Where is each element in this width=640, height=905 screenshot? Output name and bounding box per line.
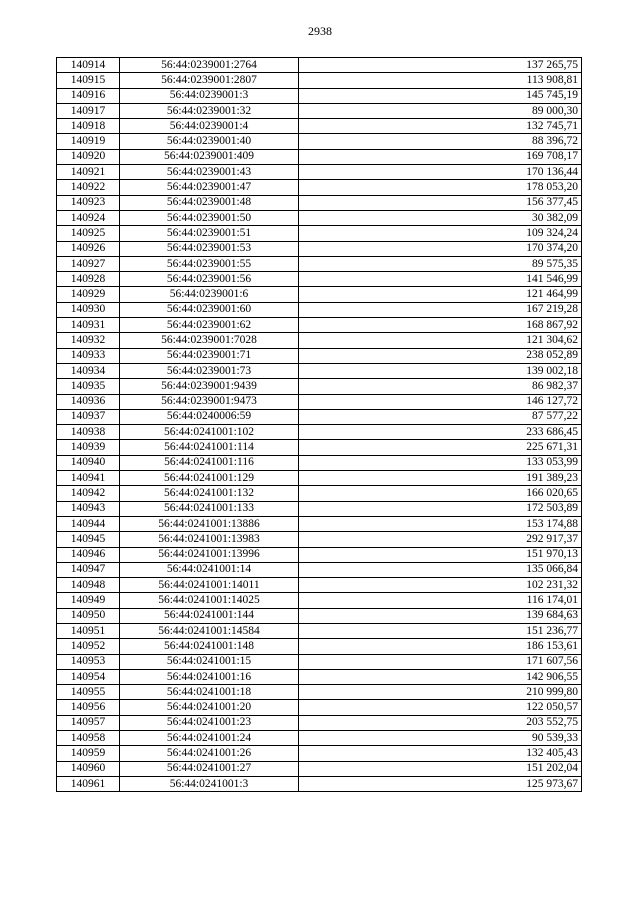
cadastral-number-cell: 56:44:0239001:9473 [120, 394, 299, 409]
row-number-cell: 140920 [57, 149, 120, 164]
cadastral-value-cell: 170 136,44 [299, 165, 582, 180]
cadastral-number-cell: 56:44:0239001:47 [120, 180, 299, 195]
cadastral-value-cell: 125 973,67 [299, 776, 582, 791]
table-row [57, 348, 582, 363]
table-row [57, 578, 582, 593]
cadastral-number-cell: 56:44:0241001:16 [120, 669, 299, 684]
table-row [57, 425, 582, 440]
cadastral-value-cell: 137 265,75 [299, 58, 582, 73]
cadastral-value-cell: 132 405,43 [299, 746, 582, 761]
table-row [57, 302, 582, 317]
cadastral-value-cell: 191 389,23 [299, 471, 582, 486]
cadastral-value-cell: 133 053,99 [299, 455, 582, 470]
row-number-cell: 140921 [57, 165, 120, 180]
row-number-cell: 140951 [57, 623, 120, 638]
cadastral-value-cell: 203 552,75 [299, 715, 582, 730]
cadastral-value-cell: 145 745,19 [299, 88, 582, 103]
table-row [57, 608, 582, 623]
row-number-cell: 140955 [57, 685, 120, 700]
cadastral-number-cell: 56:44:0239001:2764 [120, 58, 299, 73]
cadastral-number-cell: 56:44:0239001:62 [120, 318, 299, 333]
table-row [57, 226, 582, 241]
cadastral-number-cell: 56:44:0239001:3 [120, 88, 299, 103]
row-number-cell: 140923 [57, 195, 120, 210]
cadastral-value-cell: 121 464,99 [299, 287, 582, 302]
cadastral-value-cell: 186 153,61 [299, 639, 582, 654]
cadastral-number-cell: 56:44:0241001:13996 [120, 547, 299, 562]
row-number-cell: 140960 [57, 761, 120, 776]
cadastral-number-cell: 56:44:0239001:32 [120, 103, 299, 118]
row-number-cell: 140943 [57, 501, 120, 516]
cadastral-number-cell: 56:44:0241001:20 [120, 700, 299, 715]
cadastral-number-cell: 56:44:0241001:148 [120, 639, 299, 654]
cadastral-value-cell: 86 982,37 [299, 379, 582, 394]
table-body [57, 58, 582, 792]
row-number-cell: 140922 [57, 180, 120, 195]
table-row [57, 287, 582, 302]
table-row [57, 639, 582, 654]
row-number-cell: 140948 [57, 578, 120, 593]
cadastral-number-cell: 56:44:0241001:14025 [120, 593, 299, 608]
cadastral-value-cell: 139 684,63 [299, 608, 582, 623]
cadastral-number-cell: 56:44:0241001:14584 [120, 623, 299, 638]
table-row [57, 73, 582, 88]
table-row [57, 256, 582, 271]
cadastral-number-cell: 56:44:0241001:116 [120, 455, 299, 470]
cadastral-value-cell: 210 999,80 [299, 685, 582, 700]
table-row [57, 623, 582, 638]
row-number-cell: 140961 [57, 776, 120, 791]
cadastral-value-cell: 141 546,99 [299, 272, 582, 287]
row-number-cell: 140950 [57, 608, 120, 623]
cadastral-value-cell: 113 908,81 [299, 73, 582, 88]
table-row [57, 103, 582, 118]
cadastral-value-cell: 168 867,92 [299, 318, 582, 333]
cadastral-number-cell: 56:44:0239001:409 [120, 149, 299, 164]
cadastral-value-cell: 169 708,17 [299, 149, 582, 164]
table-row [57, 394, 582, 409]
table-row [57, 210, 582, 225]
row-number-cell: 140959 [57, 746, 120, 761]
row-number-cell: 140914 [57, 58, 120, 73]
table-row [57, 379, 582, 394]
cadastral-value-cell: 171 607,56 [299, 654, 582, 669]
cadastral-number-cell: 56:44:0241001:14011 [120, 578, 299, 593]
row-number-cell: 140927 [57, 256, 120, 271]
table-row [57, 241, 582, 256]
table-row [57, 562, 582, 577]
table-row [57, 746, 582, 761]
cadastral-value-cell: 135 066,84 [299, 562, 582, 577]
cadastral-value-cell: 88 396,72 [299, 134, 582, 149]
cadastral-value-cell: 151 970,13 [299, 547, 582, 562]
row-number-cell: 140940 [57, 455, 120, 470]
cadastral-value-cell: 153 174,88 [299, 516, 582, 531]
cadastral-number-cell: 56:44:0239001:9439 [120, 379, 299, 394]
row-number-cell: 140958 [57, 731, 120, 746]
table-row [57, 731, 582, 746]
table-row [57, 486, 582, 501]
cadastral-number-cell: 56:44:0241001:14 [120, 562, 299, 577]
cadastral-number-cell: 56:44:0239001:43 [120, 165, 299, 180]
cadastral-value-cell: 132 745,71 [299, 119, 582, 134]
row-number-cell: 140929 [57, 287, 120, 302]
cadastral-value-cell: 170 374,20 [299, 241, 582, 256]
table-row [57, 333, 582, 348]
cadastral-number-cell: 56:44:0241001:3 [120, 776, 299, 791]
table-row [57, 195, 582, 210]
row-number-cell: 140915 [57, 73, 120, 88]
row-number-cell: 140957 [57, 715, 120, 730]
cadastral-number-cell: 56:44:0239001:73 [120, 363, 299, 378]
row-number-cell: 140942 [57, 486, 120, 501]
cadastral-value-cell: 178 053,20 [299, 180, 582, 195]
cadastral-number-cell: 56:44:0239001:6 [120, 287, 299, 302]
cadastral-number-cell: 56:44:0241001:102 [120, 425, 299, 440]
table-row [57, 88, 582, 103]
cadastral-value-cell: 172 503,89 [299, 501, 582, 516]
cadastral-value-cell: 30 382,09 [299, 210, 582, 225]
cadastral-number-cell: 56:44:0239001:53 [120, 241, 299, 256]
cadastral-number-cell: 56:44:0241001:13886 [120, 516, 299, 531]
row-number-cell: 140939 [57, 440, 120, 455]
row-number-cell: 140936 [57, 394, 120, 409]
table-row [57, 654, 582, 669]
cadastral-value-cell: 139 002,18 [299, 363, 582, 378]
table-row [57, 134, 582, 149]
table-row [57, 761, 582, 776]
cadastral-value-table [56, 57, 582, 792]
table-row [57, 318, 582, 333]
table-row [57, 547, 582, 562]
table-row [57, 58, 582, 73]
table-row [57, 440, 582, 455]
cadastral-number-cell: 56:44:0241001:15 [120, 654, 299, 669]
cadastral-value-cell: 151 236,77 [299, 623, 582, 638]
cadastral-number-cell: 56:44:0240006:59 [120, 409, 299, 424]
cadastral-value-cell: 225 671,31 [299, 440, 582, 455]
cadastral-number-cell: 56:44:0241001:129 [120, 471, 299, 486]
row-number-cell: 140932 [57, 333, 120, 348]
row-number-cell: 140953 [57, 654, 120, 669]
cadastral-number-cell: 56:44:0239001:48 [120, 195, 299, 210]
row-number-cell: 140934 [57, 363, 120, 378]
page-number: 2938 [308, 24, 332, 38]
row-number-cell: 140941 [57, 471, 120, 486]
cadastral-value-cell: 89 575,35 [299, 256, 582, 271]
row-number-cell: 140924 [57, 210, 120, 225]
table-row [57, 471, 582, 486]
table-row [57, 149, 582, 164]
row-number-cell: 140956 [57, 700, 120, 715]
cadastral-value-cell: 146 127,72 [299, 394, 582, 409]
row-number-cell: 140952 [57, 639, 120, 654]
table-row [57, 501, 582, 516]
table-row [57, 363, 582, 378]
table-row [57, 593, 582, 608]
cadastral-number-cell: 56:44:0241001:114 [120, 440, 299, 455]
row-number-cell: 140928 [57, 272, 120, 287]
cadastral-number-cell: 56:44:0241001:24 [120, 731, 299, 746]
row-number-cell: 140945 [57, 532, 120, 547]
row-number-cell: 140917 [57, 103, 120, 118]
table-row [57, 700, 582, 715]
row-number-cell: 140918 [57, 119, 120, 134]
cadastral-number-cell: 56:44:0239001:50 [120, 210, 299, 225]
cadastral-value-cell: 151 202,04 [299, 761, 582, 776]
table-row [57, 119, 582, 134]
cadastral-number-cell: 56:44:0239001:71 [120, 348, 299, 363]
cadastral-number-cell: 56:44:0239001:4 [120, 119, 299, 134]
cadastral-number-cell: 56:44:0239001:7028 [120, 333, 299, 348]
cadastral-number-cell: 56:44:0239001:60 [120, 302, 299, 317]
row-number-cell: 140937 [57, 409, 120, 424]
table-row [57, 165, 582, 180]
table-row [57, 180, 582, 195]
cadastral-number-cell: 56:44:0241001:13983 [120, 532, 299, 547]
row-number-cell: 140930 [57, 302, 120, 317]
row-number-cell: 140919 [57, 134, 120, 149]
table-row [57, 532, 582, 547]
row-number-cell: 140925 [57, 226, 120, 241]
cadastral-number-cell: 56:44:0239001:2807 [120, 73, 299, 88]
cadastral-value-cell: 121 304,62 [299, 333, 582, 348]
cadastral-number-cell: 56:44:0239001:40 [120, 134, 299, 149]
table-row [57, 669, 582, 684]
cadastral-number-cell: 56:44:0241001:133 [120, 501, 299, 516]
cadastral-number-cell: 56:44:0241001:27 [120, 761, 299, 776]
cadastral-value-cell: 142 906,55 [299, 669, 582, 684]
table-row [57, 715, 582, 730]
cadastral-number-cell: 56:44:0241001:132 [120, 486, 299, 501]
cadastral-number-cell: 56:44:0239001:55 [120, 256, 299, 271]
row-number-cell: 140954 [57, 669, 120, 684]
cadastral-value-cell: 292 917,37 [299, 532, 582, 547]
row-number-cell: 140935 [57, 379, 120, 394]
cadastral-value-cell: 122 050,57 [299, 700, 582, 715]
table-row [57, 685, 582, 700]
cadastral-value-cell: 109 324,24 [299, 226, 582, 241]
cadastral-number-cell: 56:44:0241001:18 [120, 685, 299, 700]
cadastral-number-cell: 56:44:0239001:56 [120, 272, 299, 287]
row-number-cell: 140947 [57, 562, 120, 577]
cadastral-number-cell: 56:44:0241001:26 [120, 746, 299, 761]
cadastral-value-cell: 166 020,65 [299, 486, 582, 501]
cadastral-value-cell: 233 686,45 [299, 425, 582, 440]
cadastral-number-cell: 56:44:0239001:51 [120, 226, 299, 241]
cadastral-value-cell: 156 377,45 [299, 195, 582, 210]
cadastral-value-cell: 102 231,32 [299, 578, 582, 593]
row-number-cell: 140949 [57, 593, 120, 608]
cadastral-value-cell: 116 174,01 [299, 593, 582, 608]
cadastral-number-cell: 56:44:0241001:144 [120, 608, 299, 623]
cadastral-number-cell: 56:44:0241001:23 [120, 715, 299, 730]
row-number-cell: 140944 [57, 516, 120, 531]
row-number-cell: 140938 [57, 425, 120, 440]
table-row [57, 776, 582, 791]
table-row [57, 516, 582, 531]
table-row [57, 455, 582, 470]
row-number-cell: 140916 [57, 88, 120, 103]
cadastral-value-cell: 238 052,89 [299, 348, 582, 363]
row-number-cell: 140946 [57, 547, 120, 562]
cadastral-value-cell: 167 219,28 [299, 302, 582, 317]
row-number-cell: 140931 [57, 318, 120, 333]
cadastral-value-cell: 89 000,30 [299, 103, 582, 118]
row-number-cell: 140926 [57, 241, 120, 256]
table-row [57, 272, 582, 287]
row-number-cell: 140933 [57, 348, 120, 363]
table-row [57, 409, 582, 424]
cadastral-value-cell: 87 577,22 [299, 409, 582, 424]
cadastral-value-cell: 90 539,33 [299, 731, 582, 746]
